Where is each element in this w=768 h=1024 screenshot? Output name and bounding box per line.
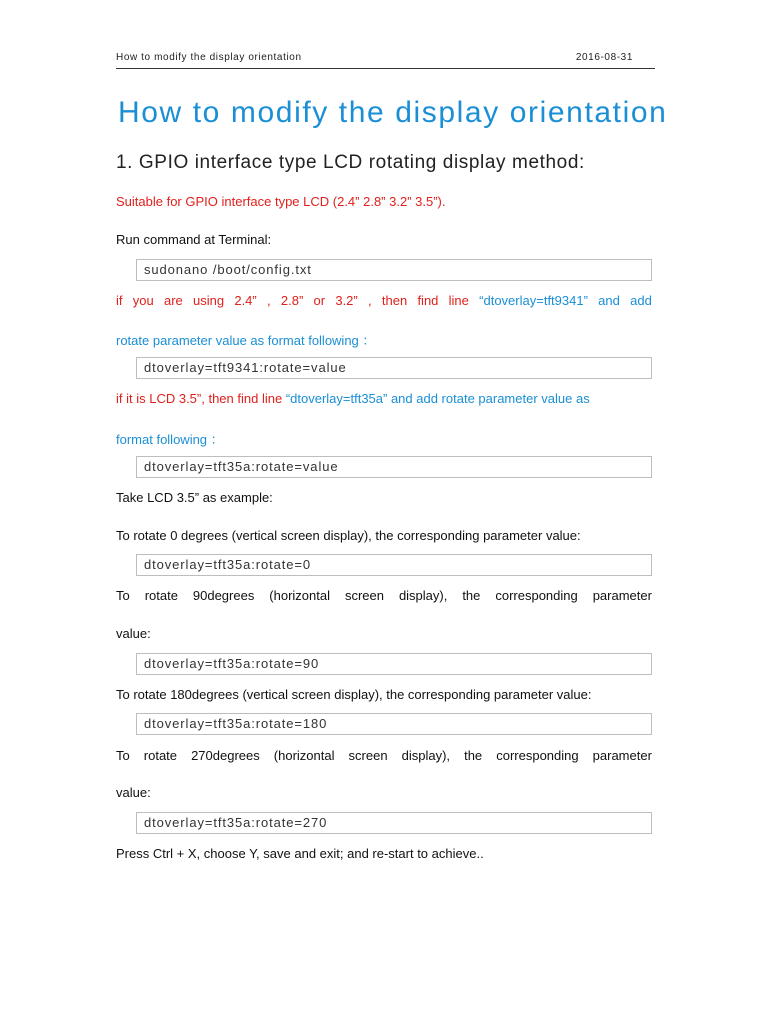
page-header	[116, 52, 655, 69]
header-title: How to modify the display orientation	[116, 52, 302, 63]
rotate-270-text	[116, 748, 652, 763]
word: line	[448, 293, 469, 308]
instruction-line-35a	[116, 391, 590, 406]
word: ,	[267, 293, 271, 308]
rotate-90-value-label: value:	[116, 626, 151, 641]
code-rotate-270: dtoverlay=tft35a:rotate=270	[136, 812, 652, 834]
word: screen	[344, 588, 384, 603]
section-heading: 1. GPIO interface type LCD rotating display method:	[116, 152, 585, 173]
code-35a-rotate: dtoverlay=tft35a:rotate=value	[136, 456, 652, 478]
word: display),	[398, 588, 448, 603]
word: 2.8”	[280, 293, 304, 308]
run-command-label: Run command at Terminal:	[116, 232, 272, 247]
rotate-270-value-label: value:	[116, 785, 151, 800]
word: corresponding	[496, 748, 579, 763]
word: rotate	[144, 588, 178, 603]
word: the	[462, 588, 481, 603]
word: parameter	[592, 588, 652, 603]
word: 2.4”	[234, 293, 257, 308]
suitable-note: Suitable for GPIO interface type LCD (2.4” 2.8” 3.2” 3.5”).	[116, 194, 446, 209]
instruction-red-part: if it is LCD 3.5”, then find line	[116, 391, 286, 406]
word: you	[132, 293, 154, 308]
word: display),	[401, 748, 451, 763]
word: or	[313, 293, 326, 308]
word: find	[417, 293, 439, 308]
word: 270degrees	[191, 748, 260, 763]
code-config-command: sudonano /boot/config.txt	[136, 259, 652, 281]
page-title: How to modify the display orientation	[118, 96, 668, 129]
example-label: Take LCD 3.5” as example:	[116, 490, 273, 505]
instruction-line-9341-cont: rotate parameter value as format following ：	[116, 333, 376, 348]
word: then	[381, 293, 408, 308]
word: “dtoverlay=tft9341”	[479, 293, 588, 308]
word: and	[598, 293, 620, 308]
word: screen	[348, 748, 388, 763]
word: rotate	[143, 748, 178, 763]
word: are	[163, 293, 183, 308]
instruction-blue-part: “dtoverlay=tft35a” and add rotate parameter value as	[285, 391, 590, 406]
word: ,	[368, 293, 372, 308]
word: if	[116, 293, 123, 308]
word: corresponding	[495, 588, 578, 603]
word: (horizontal	[269, 588, 330, 603]
rotate-180-text: To rotate 180degrees (vertical screen display), the corresponding parameter value:	[116, 687, 592, 702]
code-rotate-0: dtoverlay=tft35a:rotate=0	[136, 554, 652, 576]
header-date: 2016-08-31	[575, 52, 633, 63]
instruction-line-35a-cont: format following ：	[116, 432, 224, 447]
word: 90degrees	[192, 588, 255, 603]
word: To	[116, 588, 130, 603]
word: (horizontal	[273, 748, 335, 763]
code-rotate-180: dtoverlay=tft35a:rotate=180	[136, 713, 652, 735]
final-instruction: Press Ctrl + X, choose Y, save and exit; and re-start to achieve..	[116, 846, 484, 861]
rotate-90-text	[116, 588, 652, 603]
code-9341-rotate: dtoverlay=tft9341:rotate=value	[136, 357, 652, 379]
instruction-line-9341	[116, 293, 652, 308]
rotate-0-text: To rotate 0 degrees (vertical screen display), the corresponding parameter value:	[116, 528, 581, 543]
word: using	[193, 293, 225, 308]
word: the	[464, 748, 483, 763]
word: parameter	[592, 748, 652, 763]
code-rotate-90: dtoverlay=tft35a:rotate=90	[136, 653, 652, 675]
word: add	[630, 293, 652, 308]
word: To	[116, 748, 130, 763]
word: 3.2”	[335, 293, 358, 308]
